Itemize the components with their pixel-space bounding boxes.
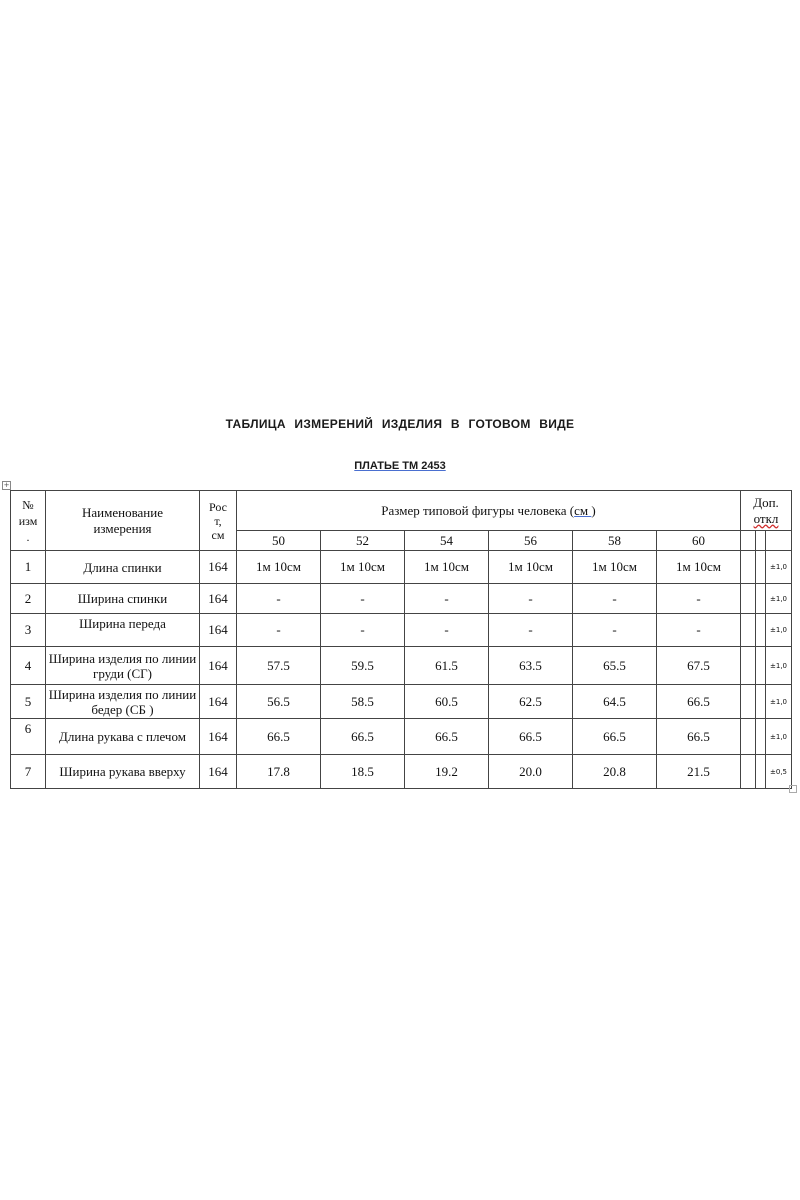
row-tolerance-cell: ±1,0 — [766, 614, 792, 647]
row-name-cell: Длина рукава с плечом — [46, 719, 200, 755]
row-value-cell: - — [657, 614, 741, 647]
row-value-cell: 1м 10см — [573, 551, 657, 584]
measurement-table-body — [11, 491, 792, 789]
tolerance-spacer-cell — [756, 719, 766, 755]
row-height-cell: 164 — [200, 685, 237, 719]
row-tolerance-cell: ±1,0 — [766, 647, 792, 685]
row-value-cell: 18.5 — [321, 755, 405, 789]
header-size-group-cell — [237, 491, 741, 531]
size-header-cell: 54 — [405, 531, 489, 551]
row-value-cell: - — [321, 584, 405, 614]
row-value-cell: - — [405, 584, 489, 614]
size-header-cell: 50 — [237, 531, 321, 551]
row-value-cell: 1м 10см — [237, 551, 321, 584]
row-value-cell: - — [237, 614, 321, 647]
header-name-label: Наименование измерения — [82, 504, 163, 536]
tolerance-spacer-cell — [756, 685, 766, 719]
tolerance-spacer-cell — [756, 551, 766, 584]
tolerance-spacer-cell — [741, 755, 756, 789]
row-height-cell: 164 — [200, 584, 237, 614]
row-value-cell: 21.5 — [657, 755, 741, 789]
header-num-cell — [11, 491, 46, 551]
row-value-cell: 66.5 — [573, 719, 657, 755]
row-value-cell: - — [573, 584, 657, 614]
tolerance-spacer-cell — [756, 755, 766, 789]
row-value-cell: - — [573, 614, 657, 647]
row-value-cell: 66.5 — [237, 719, 321, 755]
size-header-cell: 56 — [489, 531, 573, 551]
row-tolerance-cell: ±1,0 — [766, 584, 792, 614]
row-value-cell: 17.8 — [237, 755, 321, 789]
row-value-cell: 1м 10см — [489, 551, 573, 584]
row-height-cell: 164 — [200, 614, 237, 647]
table-row — [11, 551, 792, 584]
row-value-cell: 66.5 — [489, 719, 573, 755]
row-num-cell: 3 — [11, 614, 46, 647]
row-height-cell: 164 — [200, 551, 237, 584]
tolerance-spacer-cell — [741, 584, 756, 614]
row-value-cell: 63.5 — [489, 647, 573, 685]
row-value-cell: 19.2 — [405, 755, 489, 789]
size-header-cell: 58 — [573, 531, 657, 551]
tolerance-spacer-cell — [756, 531, 766, 551]
header-size-group-label: Размер типовой фигуры человека (см ) — [381, 502, 596, 518]
row-value-cell: 62.5 — [489, 685, 573, 719]
row-value-cell: - — [657, 584, 741, 614]
row-value-cell: 1м 10см — [321, 551, 405, 584]
row-num-cell: 7 — [11, 755, 46, 789]
row-value-cell: 61.5 — [405, 647, 489, 685]
table-row — [11, 647, 792, 685]
row-value-cell: 60.5 — [405, 685, 489, 719]
header-height-cell — [200, 491, 237, 551]
row-name-cell: Ширина изделия по линии груди (СГ) — [46, 647, 200, 685]
row-name-cell: Длина спинки — [46, 551, 200, 584]
table-row — [11, 614, 792, 647]
row-value-cell: - — [489, 584, 573, 614]
row-value-cell: 20.0 — [489, 755, 573, 789]
tolerance-spacer-cell — [756, 647, 766, 685]
table-row — [11, 685, 792, 719]
row-tolerance-cell: ±1,0 — [766, 551, 792, 584]
row-value-cell: 66.5 — [657, 685, 741, 719]
row-num-cell: 6 — [11, 719, 46, 755]
row-tolerance-cell: ±1,0 — [766, 685, 792, 719]
row-height-cell: 164 — [200, 755, 237, 789]
row-tolerance-cell: ±1,0 — [766, 719, 792, 755]
table-row — [11, 719, 792, 755]
header-height-label: Рос т, см — [209, 499, 227, 542]
row-value-cell: 65.5 — [573, 647, 657, 685]
tolerance-spacer-cell — [741, 614, 756, 647]
row-value-cell: 59.5 — [321, 647, 405, 685]
row-num-cell: 4 — [11, 647, 46, 685]
header-tolerance-label: Доп. откл — [753, 494, 779, 526]
row-num-cell: 2 — [11, 584, 46, 614]
tolerance-spacer-cell — [741, 551, 756, 584]
row-value-cell: 66.5 — [321, 719, 405, 755]
size-header-cell: 52 — [321, 531, 405, 551]
size-header-cell: 60 — [657, 531, 741, 551]
row-value-cell: 57.5 — [237, 647, 321, 685]
tolerance-spacer-cell — [741, 531, 756, 551]
document-subtitle-text: ПЛАТЬЕ ТМ 2453 — [354, 460, 446, 472]
table-row — [11, 755, 792, 789]
tolerance-spacer-cell — [756, 614, 766, 647]
row-value-cell: 58.5 — [321, 685, 405, 719]
row-value-cell: 64.5 — [573, 685, 657, 719]
row-value-cell: 66.5 — [405, 719, 489, 755]
row-name-cell: Ширина переда — [46, 614, 200, 647]
header-name-cell — [46, 491, 200, 551]
tolerance-spacer-cell — [741, 685, 756, 719]
row-value-cell: 56.5 — [237, 685, 321, 719]
header-row — [11, 491, 792, 531]
row-value-cell: 66.5 — [657, 719, 741, 755]
tolerance-spacer-cell — [766, 531, 792, 551]
row-value-cell: - — [237, 584, 321, 614]
row-value-cell: 1м 10см — [405, 551, 489, 584]
tolerance-spacer-cell — [756, 584, 766, 614]
header-tolerance-cell — [741, 491, 792, 531]
tolerance-spacer-cell — [741, 719, 756, 755]
row-name-cell: Ширина спинки — [46, 584, 200, 614]
row-height-cell: 164 — [200, 647, 237, 685]
document-title: ТАБЛИЦА ИЗМЕРЕНИЙ ИЗДЕЛИЯ В ГОТОВОМ ВИДЕ — [225, 417, 575, 431]
row-height-cell: 164 — [200, 719, 237, 755]
table-resize-handle-icon[interactable] — [789, 785, 797, 793]
row-num-cell: 5 — [11, 685, 46, 719]
row-name-cell: Ширина рукава вверху — [46, 755, 200, 789]
row-num-cell: 1 — [11, 551, 46, 584]
row-value-cell: 67.5 — [657, 647, 741, 685]
row-tolerance-cell: ±0,5 — [766, 755, 792, 789]
header-num-label: № изм . — [18, 497, 38, 544]
measurement-table — [10, 490, 792, 789]
table-row — [11, 584, 792, 614]
row-value-cell: - — [321, 614, 405, 647]
row-value-cell: - — [405, 614, 489, 647]
table-move-handle-icon[interactable]: + — [3, 481, 10, 489]
row-value-cell: - — [489, 614, 573, 647]
row-name-cell: Ширина изделия по линии бедер (СБ ) — [46, 685, 200, 719]
row-value-cell: 1м 10см — [657, 551, 741, 584]
tolerance-spacer-cell — [741, 647, 756, 685]
document-subtitle — [0, 460, 800, 472]
row-value-cell: 20.8 — [573, 755, 657, 789]
